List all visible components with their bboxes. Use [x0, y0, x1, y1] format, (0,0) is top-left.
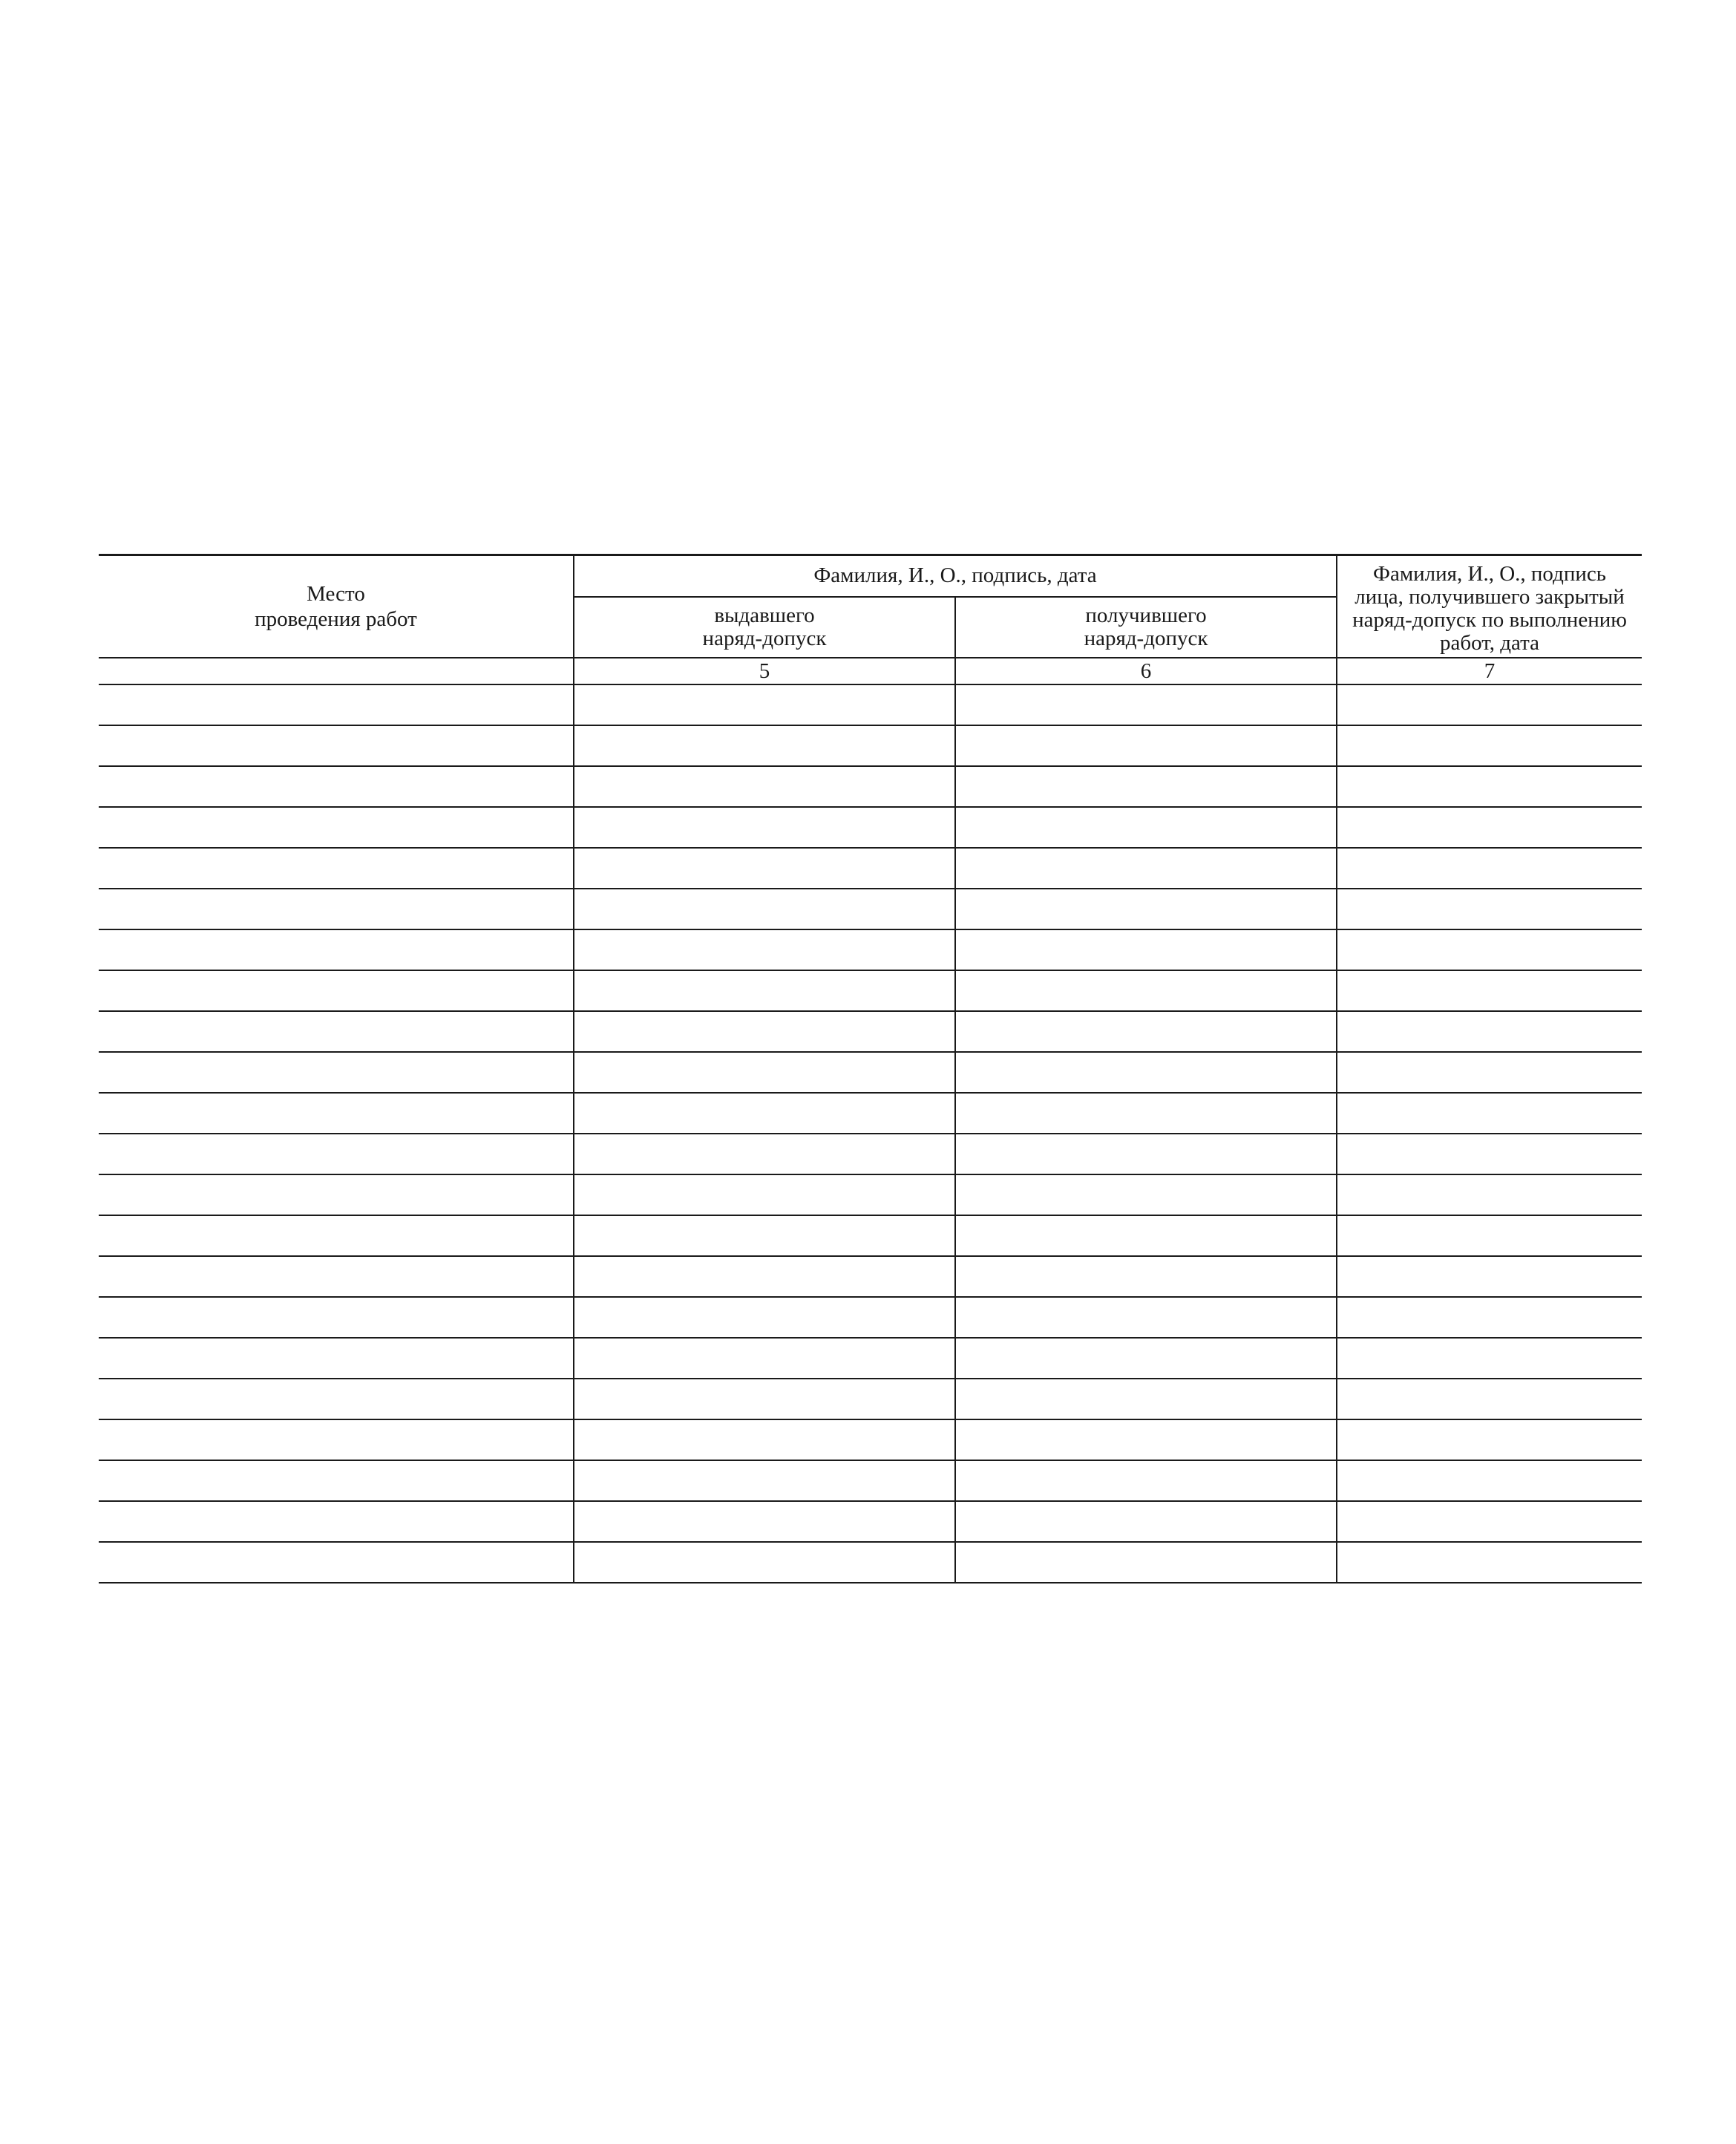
- entry-cell-place[interactable]: [99, 1419, 574, 1460]
- entry-cell-closed-by[interactable]: [1337, 1501, 1642, 1542]
- entry-cell-issued-by[interactable]: [574, 1134, 955, 1174]
- table-row: [99, 848, 1642, 889]
- header-closed-by: [1337, 555, 1642, 658]
- entry-cell-closed-by[interactable]: [1337, 1134, 1642, 1174]
- entry-cell-received-by[interactable]: [955, 1052, 1337, 1093]
- header-fio-group-label: Фамилия, И., О., подпись, дата: [813, 563, 1097, 588]
- entry-cell-issued-by[interactable]: [574, 889, 955, 929]
- entry-cell-closed-by[interactable]: [1337, 766, 1642, 807]
- entry-cell-received-by[interactable]: [955, 929, 1337, 970]
- entry-cell-received-by[interactable]: [955, 1093, 1337, 1134]
- entry-cell-issued-by[interactable]: [574, 684, 955, 725]
- entry-cell-place[interactable]: [99, 684, 574, 725]
- entry-cell-issued-by[interactable]: [574, 970, 955, 1011]
- entry-cell-closed-by[interactable]: [1337, 1542, 1642, 1583]
- entry-cell-received-by[interactable]: [955, 970, 1337, 1011]
- entry-cell-place[interactable]: [99, 1338, 574, 1379]
- entry-cell-closed-by[interactable]: [1337, 1297, 1642, 1338]
- entry-cell-closed-by[interactable]: [1337, 889, 1642, 929]
- entry-cell-received-by[interactable]: [955, 1419, 1337, 1460]
- table-row: [99, 807, 1642, 848]
- entry-cell-place[interactable]: [99, 807, 574, 848]
- table-row: [99, 970, 1642, 1011]
- header-place-of-work: [99, 555, 574, 658]
- entry-cell-issued-by[interactable]: [574, 1379, 955, 1419]
- header-place-of-work-label: Место проведения работ: [255, 581, 417, 631]
- entry-cell-issued-by[interactable]: [574, 725, 955, 766]
- table-row: [99, 889, 1642, 929]
- entry-cell-received-by[interactable]: [955, 1011, 1337, 1052]
- entry-cell-closed-by[interactable]: [1337, 725, 1642, 766]
- table-row: [99, 1379, 1642, 1419]
- entry-cell-received-by[interactable]: [955, 1174, 1337, 1215]
- entry-cell-closed-by[interactable]: [1337, 970, 1642, 1011]
- entry-cell-closed-by[interactable]: [1337, 1215, 1642, 1256]
- entry-cell-issued-by[interactable]: [574, 807, 955, 848]
- entry-cell-place[interactable]: [99, 929, 574, 970]
- entry-cell-issued-by[interactable]: [574, 1338, 955, 1379]
- entry-cell-place[interactable]: [99, 889, 574, 929]
- entry-cell-place[interactable]: [99, 1052, 574, 1093]
- entry-cell-closed-by[interactable]: [1337, 1379, 1642, 1419]
- table-row: [99, 1134, 1642, 1174]
- entry-cell-closed-by[interactable]: [1337, 684, 1642, 725]
- column-number-issued-by: 5: [574, 658, 955, 684]
- table-row: [99, 725, 1642, 766]
- header-row-top: [99, 555, 1642, 597]
- header-fio-group: [574, 555, 1337, 597]
- entry-cell-place[interactable]: [99, 1501, 574, 1542]
- entry-cell-place[interactable]: [99, 1093, 574, 1134]
- entry-cell-place[interactable]: [99, 1215, 574, 1256]
- entry-cell-place[interactable]: [99, 1297, 574, 1338]
- entry-cell-closed-by[interactable]: [1337, 1419, 1642, 1460]
- entry-cell-received-by[interactable]: [955, 889, 1337, 929]
- entry-cell-issued-by[interactable]: [574, 1174, 955, 1215]
- work-permit-register-table: [99, 554, 1642, 1584]
- table-row: [99, 1256, 1642, 1297]
- entry-cell-issued-by[interactable]: [574, 1093, 955, 1134]
- column-number-closed-by: 7: [1337, 658, 1642, 684]
- entry-cell-issued-by[interactable]: [574, 929, 955, 970]
- entry-cell-place[interactable]: [99, 1460, 574, 1501]
- table-row: [99, 1052, 1642, 1093]
- entry-cell-place[interactable]: [99, 1174, 574, 1215]
- entry-cell-place[interactable]: [99, 1256, 574, 1297]
- header-issued-by-label: выдавшего наряд-допуск: [702, 603, 827, 650]
- entry-cell-issued-by[interactable]: [574, 848, 955, 889]
- entry-cell-place[interactable]: [99, 1011, 574, 1052]
- table-row: [99, 1419, 1642, 1460]
- entry-cell-received-by[interactable]: [955, 848, 1337, 889]
- entry-cell-issued-by[interactable]: [574, 1542, 955, 1583]
- table-row: [99, 1174, 1642, 1215]
- entry-cell-issued-by[interactable]: [574, 1501, 955, 1542]
- entry-cell-closed-by[interactable]: [1337, 929, 1642, 970]
- table-row: [99, 1215, 1642, 1256]
- entry-cell-issued-by[interactable]: [574, 1460, 955, 1501]
- entry-cell-issued-by[interactable]: [574, 1419, 955, 1460]
- entry-cell-closed-by[interactable]: [1337, 1256, 1642, 1297]
- entry-cell-issued-by[interactable]: [574, 1297, 955, 1338]
- column-number-row: [99, 658, 1642, 684]
- entry-cell-place[interactable]: [99, 1379, 574, 1419]
- table-row: [99, 1460, 1642, 1501]
- entry-cell-received-by[interactable]: [955, 1379, 1337, 1419]
- entry-cell-received-by[interactable]: [955, 1460, 1337, 1501]
- entry-cell-closed-by[interactable]: [1337, 848, 1642, 889]
- entry-cell-received-by[interactable]: [955, 1215, 1337, 1256]
- entry-cell-place[interactable]: [99, 1542, 574, 1583]
- entry-cell-place[interactable]: [99, 970, 574, 1011]
- table-row: [99, 1297, 1642, 1338]
- entry-cell-received-by[interactable]: [955, 1542, 1337, 1583]
- entry-cell-place[interactable]: [99, 1134, 574, 1174]
- entry-cell-received-by[interactable]: [955, 1256, 1337, 1297]
- entry-cell-closed-by[interactable]: [1337, 1174, 1642, 1215]
- header-issued-by: [574, 597, 955, 658]
- entry-cell-received-by[interactable]: [955, 807, 1337, 848]
- entry-cell-issued-by[interactable]: [574, 1011, 955, 1052]
- column-number-place: [99, 658, 574, 684]
- table-row: [99, 1011, 1642, 1052]
- entry-cell-place[interactable]: [99, 725, 574, 766]
- entry-cell-closed-by[interactable]: [1337, 1460, 1642, 1501]
- entry-cell-place[interactable]: [99, 848, 574, 889]
- header-received-by: [955, 597, 1337, 658]
- entry-cell-closed-by[interactable]: [1337, 1052, 1642, 1093]
- entry-cell-issued-by[interactable]: [574, 1215, 955, 1256]
- entry-cell-received-by[interactable]: [955, 1338, 1337, 1379]
- entry-cell-closed-by[interactable]: [1337, 1093, 1642, 1134]
- table-row: [99, 929, 1642, 970]
- table-row: [99, 766, 1642, 807]
- entry-cell-issued-by[interactable]: [574, 1052, 955, 1093]
- table-row: [99, 1093, 1642, 1134]
- column-number-received-by: 6: [955, 658, 1337, 684]
- entry-cell-issued-by[interactable]: [574, 1256, 955, 1297]
- table-row: [99, 1338, 1642, 1379]
- entry-cell-received-by[interactable]: [955, 1297, 1337, 1338]
- entry-cell-received-by[interactable]: [955, 1134, 1337, 1174]
- entry-cell-closed-by[interactable]: [1337, 1011, 1642, 1052]
- header-closed-by-label: Фамилия, И., О., подпись лица, получившего закрытый наряд-допуск по выполнению работ, дата: [1352, 561, 1627, 655]
- table-row: [99, 1542, 1642, 1583]
- entry-cell-place[interactable]: [99, 766, 574, 807]
- table-row: [99, 684, 1642, 725]
- entry-cell-closed-by[interactable]: [1337, 807, 1642, 848]
- entry-cell-issued-by[interactable]: [574, 766, 955, 807]
- header-received-by-label: получившего наряд-допуск: [1084, 603, 1208, 650]
- table-row: [99, 1501, 1642, 1542]
- entry-cell-received-by[interactable]: [955, 766, 1337, 807]
- entry-cell-received-by[interactable]: [955, 684, 1337, 725]
- entry-cell-closed-by[interactable]: [1337, 1338, 1642, 1379]
- entry-cell-received-by[interactable]: [955, 1501, 1337, 1542]
- entry-cell-received-by[interactable]: [955, 725, 1337, 766]
